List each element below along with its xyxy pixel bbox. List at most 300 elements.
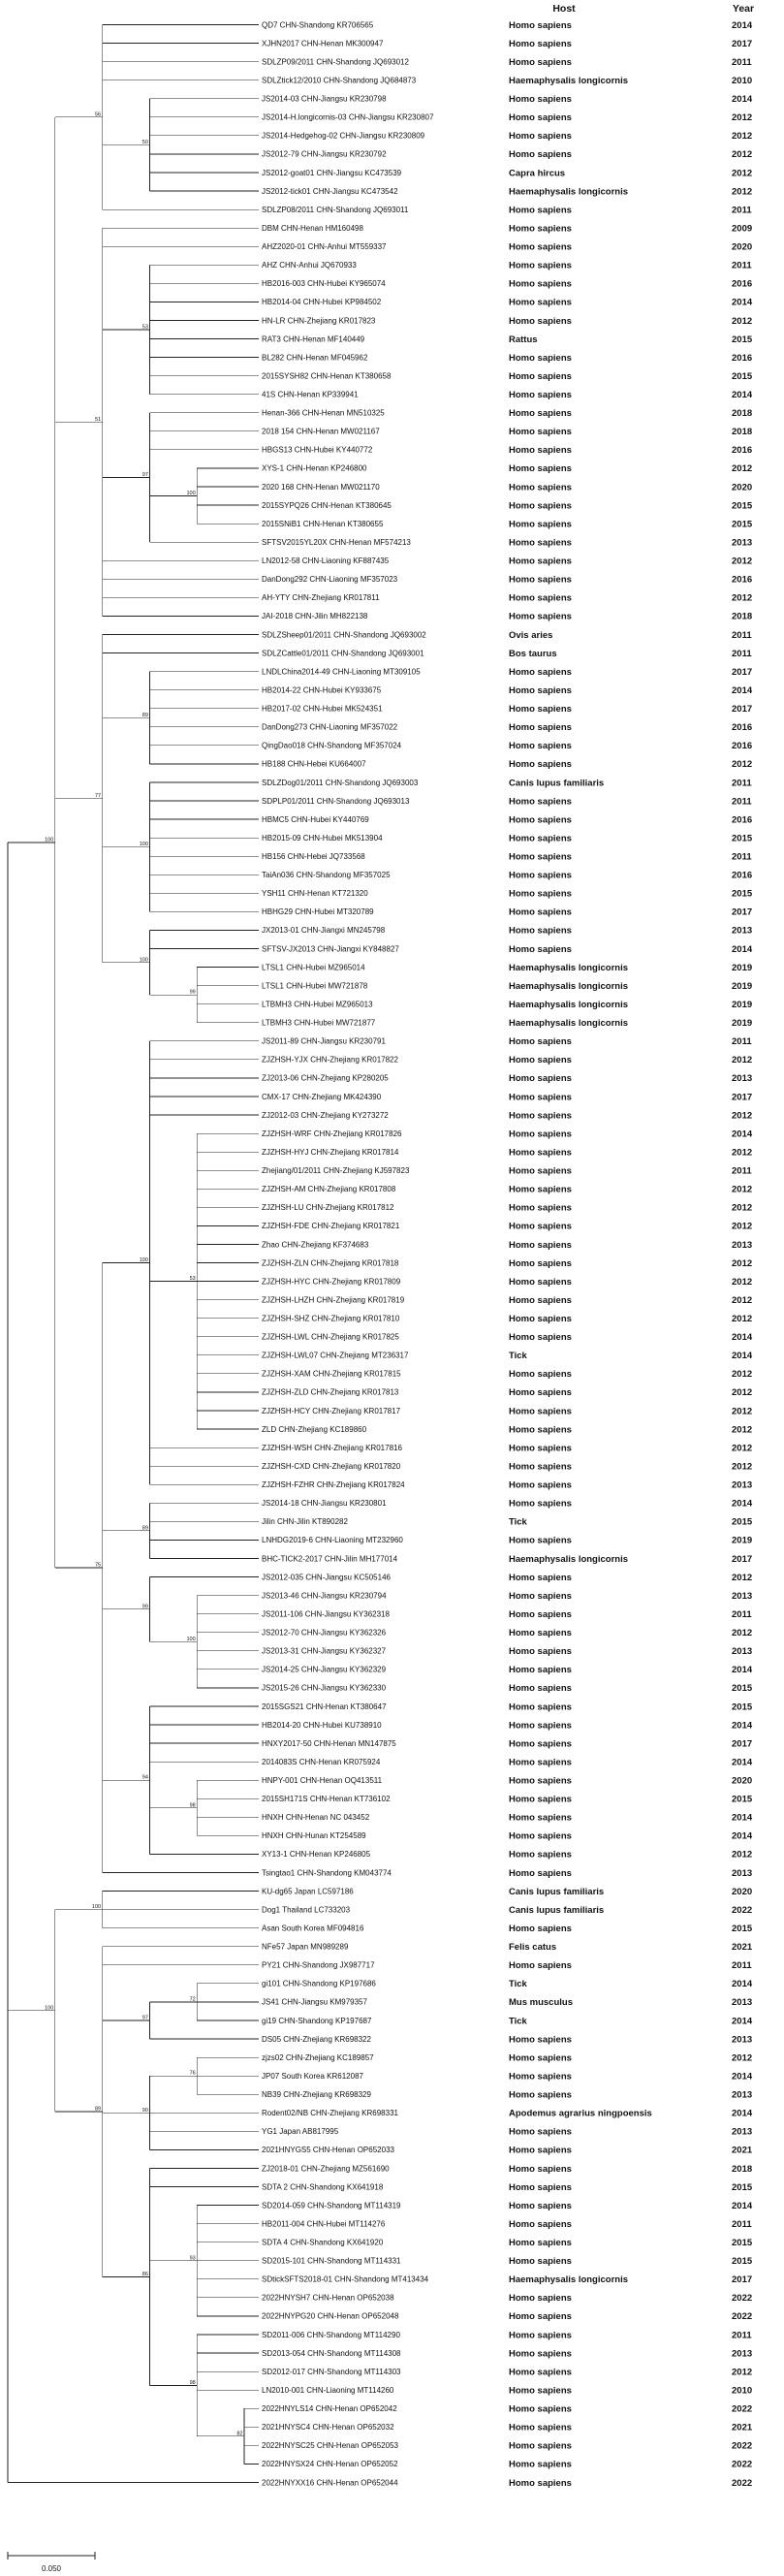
year-label: 2014	[732, 1812, 753, 1824]
host-label: Homo sapiens	[509, 2238, 572, 2248]
taxon-label: JS2011-106 CHN-Jiangsu KY362318	[262, 1609, 390, 1619]
host-label: Rattus	[509, 334, 538, 345]
year-label: 2013	[732, 1997, 753, 2009]
year-label: 2017	[732, 906, 753, 918]
taxon-label: XJHN2017 CHN-Henan MK300947	[262, 39, 384, 48]
year-label: 2012	[732, 1424, 753, 1436]
year-column-header: Year	[732, 3, 755, 15]
host-label: Homo sapiens	[509, 1092, 572, 1103]
host-label: Homo sapiens	[509, 205, 572, 216]
host-label: Homo sapiens	[509, 1590, 572, 1602]
host-label: Haemaphysalis longicornis	[509, 962, 629, 973]
year-label: 2015	[732, 2238, 753, 2248]
taxon-label: SFTSV-JX2013 CHN-Jiangxi KY848827	[262, 944, 399, 954]
year-label: 2017	[732, 1092, 753, 1103]
taxon-label: XYS-1 CHN-Henan KP246800	[262, 463, 367, 473]
host-label: Homo sapiens	[509, 94, 572, 106]
taxon-label: SDLZtick12/2010 CHN-Shandong JQ684873	[262, 76, 417, 85]
scale-bar-label: 0.050	[41, 2564, 62, 2573]
taxon-label: XY13-1 CHN-Henan KP246805	[262, 1850, 371, 1860]
taxon-label: HB2011-004 CHN-Hubei MT114276	[262, 2219, 386, 2229]
year-label: 2016	[732, 574, 753, 586]
year-label: 2019	[732, 962, 753, 973]
year-label: 2012	[732, 592, 753, 604]
year-label: 2018	[732, 2163, 753, 2175]
host-label: Homo sapiens	[509, 1387, 572, 1399]
host-label: Homo sapiens	[509, 427, 572, 438]
host-label: Homo sapiens	[509, 1608, 572, 1620]
host-label: Homo sapiens	[509, 2126, 572, 2138]
bootstrap-label: 76	[189, 2070, 196, 2077]
host-label: Homo sapiens	[509, 796, 572, 808]
taxon-label: DanDong292 CHN-Liaoning MF357023	[262, 575, 398, 585]
taxon-label: Jilin CHN-Jilin KT890282	[262, 1517, 348, 1527]
taxon-label: ZJZHSH-FZHR CHN-Zhejiang KR017824	[262, 1480, 405, 1490]
host-label: Homo sapiens	[509, 2459, 572, 2470]
year-label: 2011	[732, 648, 752, 659]
taxon-label: HBGS13 CHN-Hubei KY440772	[262, 445, 373, 455]
taxon-label: SD2014-059 CHN-Shandong MT114319	[262, 2201, 401, 2210]
taxon-label: LTBMH3 CHN-Hubei MZ965013	[262, 1000, 373, 1009]
taxon-label: LTBMH3 CHN-Hubei MW721877	[262, 1018, 376, 1028]
taxon-label: 2015SGS21 CHN-Henan KT380647	[262, 1701, 387, 1711]
taxon-label: DBM CHN-Henan HM160498	[262, 223, 363, 233]
taxon-label: SFTSV2015YL20X CHN-Henan MF574213	[262, 537, 411, 547]
year-label: 2017	[732, 2274, 753, 2286]
bootstrap-label: 94	[141, 1774, 148, 1781]
host-label: Homo sapiens	[509, 352, 572, 364]
host-label: Homo sapiens	[509, 2071, 572, 2083]
year-label: 2014	[732, 2200, 753, 2211]
taxon-label: ZJZHSH-WSH CHN-Zhejiang KR017816	[262, 1443, 402, 1452]
bootstrap-label: 75	[94, 1562, 102, 1569]
host-label: Homo sapiens	[509, 2385, 572, 2397]
host-label: Homo sapiens	[509, 1757, 572, 1768]
year-label: 2020	[732, 1886, 753, 1897]
year-label: 2019	[732, 1018, 753, 1030]
taxon-label: ZJZHSH-CXD CHN-Zhejiang KR017820	[262, 1461, 401, 1471]
taxon-label: ZJZHSH-ZLD CHN-Zhejiang KR017813	[262, 1387, 399, 1397]
year-label: 2012	[732, 131, 753, 143]
taxon-label: ZJZHSH-WRF CHN-Zhejiang KR017826	[262, 1129, 402, 1138]
year-label: 2016	[732, 445, 753, 457]
year-label: 2012	[732, 168, 753, 179]
year-label: 2011	[732, 2330, 752, 2341]
taxon-label: LN2010-001 CHN-Liaoning MT114260	[262, 2385, 394, 2395]
year-label: 2011	[732, 260, 752, 271]
bootstrap-values	[45, 111, 242, 2436]
taxon-label: SD2015-101 CHN-Shandong MT114331	[262, 2256, 401, 2266]
taxon-label: gi19 CHN-Shandong KP197687	[262, 2016, 372, 2025]
bootstrap-label: 77	[94, 793, 102, 800]
year-label: 2012	[732, 1314, 753, 1324]
year-label: 2014	[732, 1498, 753, 1510]
taxon-label: DS05 CHN-Zhejiang KR698322	[262, 2034, 371, 2044]
year-label: 2012	[732, 463, 753, 475]
year-label: 2014	[732, 1720, 753, 1732]
year-label: 2017	[732, 704, 753, 716]
host-label: Tick	[509, 2016, 527, 2027]
taxon-label: HB2017-02 CHN-Hubei MK524351	[262, 704, 383, 714]
year-label: 2011	[732, 796, 752, 808]
host-label: Homo sapiens	[509, 56, 572, 68]
host-label: Homo sapiens	[509, 1443, 572, 1454]
taxon-label: 2020 168 CHN-Henan MW021170	[262, 482, 380, 492]
year-label: 2014	[732, 2016, 753, 2027]
year-label: 2016	[732, 278, 753, 290]
year-label: 2017	[732, 666, 753, 678]
taxon-label: 41S CHN-Henan KP339941	[262, 390, 359, 399]
year-label: 2012	[732, 112, 753, 124]
taxon-label: 2022HNYSH7 CHN-Henan OP652038	[262, 2293, 394, 2303]
year-label: 2022	[732, 2440, 753, 2452]
host-label: Homo sapiens	[509, 519, 572, 530]
year-label: 2012	[732, 1849, 753, 1860]
host-label: Tick	[509, 1979, 527, 1990]
host-label: Apodemus agrarius ningpoensis	[509, 2108, 652, 2119]
host-label: Homo sapiens	[509, 2089, 572, 2101]
host-labels	[509, 20, 652, 2489]
host-label: Homo sapiens	[509, 2311, 572, 2323]
year-label: 2012	[732, 1202, 753, 1214]
host-label: Homo sapiens	[509, 149, 572, 161]
year-label: 2013	[732, 2126, 753, 2138]
taxon-label: Tsingtao1 CHN-Shandong KM043774	[262, 1868, 392, 1878]
host-label: Homo sapiens	[509, 870, 572, 881]
taxon-label: 2021HNYSC4 CHN-Henan OP652032	[262, 2423, 394, 2433]
year-label: 2014	[732, 684, 753, 696]
bootstrap-label: 53	[189, 1276, 196, 1283]
host-label: Homo sapiens	[509, 1239, 572, 1251]
year-label: 2012	[732, 1369, 753, 1381]
taxon-label: ZJZHSH-XAM CHN-Zhejiang KR017815	[262, 1369, 401, 1379]
host-label: Homo sapiens	[509, 1461, 572, 1473]
host-label: Homo sapiens	[509, 297, 572, 308]
year-label: 2015	[732, 334, 753, 345]
bootstrap-label: 97	[141, 471, 148, 478]
taxon-label: SDLZDog01/2011 CHN-Shandong JQ693003	[262, 778, 419, 787]
host-label: Homo sapiens	[509, 1720, 572, 1732]
bootstrap-label: 89	[94, 2106, 102, 2113]
taxon-label: JS2012-tick01 CHN-Jiangsu KC473542	[262, 186, 398, 196]
year-label: 2019	[732, 980, 753, 992]
host-label: Homo sapiens	[509, 1110, 572, 1122]
taxon-label: HBMC5 CHN-Hubei KY440769	[262, 814, 369, 824]
taxon-label: LN2012-58 CHN-Liaoning KF887435	[262, 557, 390, 566]
bootstrap-label: 99	[189, 989, 196, 996]
host-label: Homo sapiens	[509, 223, 572, 235]
year-label: 2022	[732, 1904, 753, 1916]
taxon-label: JS2012-goat01 CHN-Jiangsu KC473539	[262, 168, 402, 177]
host-label: Homo sapiens	[509, 1314, 572, 1324]
year-label: 2009	[732, 223, 753, 235]
year-label: 2013	[732, 925, 753, 937]
taxon-label: 2022HNYLS14 CHN-Henan OP652042	[262, 2404, 397, 2414]
year-label: 2012	[732, 759, 753, 771]
taxon-label: 2014083S CHN-Henan KR075924	[262, 1757, 381, 1766]
year-label: 2011	[732, 56, 752, 68]
year-label: 2012	[732, 1055, 753, 1066]
taxon-label: Asan South Korea MF094816	[262, 1924, 364, 1933]
bootstrap-label: 98	[189, 1802, 196, 1809]
taxon-label: HB2014-20 CHN-Hubei KU738910	[262, 1720, 382, 1730]
year-label: 2015	[732, 1683, 753, 1695]
taxon-label: LNHDG2019-6 CHN-Liaoning MT232960	[262, 1536, 403, 1545]
year-label: 2015	[732, 888, 753, 900]
year-label: 2011	[732, 851, 752, 863]
bootstrap-label: 82	[236, 2431, 243, 2437]
host-label: Homo sapiens	[509, 2422, 572, 2433]
host-label: Homo sapiens	[509, 574, 572, 586]
taxon-label: SDLZP08/2011 CHN-Shandong JQ693011	[262, 205, 409, 214]
host-label: Homo sapiens	[509, 2348, 572, 2360]
host-label: Bos taurus	[509, 648, 557, 659]
host-label: Homo sapiens	[509, 112, 572, 124]
taxon-label: QingDao018 CHN-Shandong MF357024	[262, 741, 402, 750]
taxon-label: NFe57 Japan MN989289	[262, 1942, 349, 1952]
bootstrap-label: 99	[141, 1604, 148, 1610]
taxon-label: JS2012-70 CHN-Jiangsu KY362326	[262, 1628, 387, 1638]
host-label: Homo sapiens	[509, 592, 572, 604]
year-label: 2012	[732, 1184, 753, 1195]
year-label: 2014	[732, 1979, 753, 1990]
host-label: Mus musculus	[509, 1997, 573, 2009]
year-label: 2011	[732, 1165, 752, 1177]
taxon-label: 2015SNiB1 CHN-Henan KT380655	[262, 519, 384, 528]
bootstrap-label: 86	[141, 2271, 148, 2277]
taxon-label: ZJ2012-03 CHN-Zhejiang KY273272	[262, 1110, 389, 1120]
host-label: Homo sapiens	[509, 1535, 572, 1546]
taxon-label: JS2012-035 CHN-Jiangsu KC505146	[262, 1573, 391, 1582]
year-label: 2010	[732, 75, 753, 86]
taxon-label: JS2014-25 CHN-Jiangsu KY362329	[262, 1665, 387, 1674]
year-label: 2012	[732, 1406, 753, 1417]
year-label: 2014	[732, 943, 753, 955]
host-label: Homo sapiens	[509, 741, 572, 752]
host-label: Homo sapiens	[509, 1294, 572, 1306]
taxon-label: SDLZCattle01/2011 CHN-Shandong JQ693001	[262, 649, 424, 658]
year-label: 2015	[732, 2181, 753, 2193]
year-label: 2012	[732, 1257, 753, 1269]
taxon-label: Rodent02/NB CHN-Zhejiang KR698331	[262, 2109, 398, 2118]
host-label: Homo sapiens	[509, 2052, 572, 2064]
host-label: Homo sapiens	[509, 1498, 572, 1510]
host-label: Homo sapiens	[509, 2218, 572, 2230]
host-label: Homo sapiens	[509, 2330, 572, 2341]
bootstrap-label: 100	[139, 1257, 148, 1264]
host-label: Homo sapiens	[509, 1332, 572, 1344]
taxon-label: BHC-TICK2-2017 CHN-Jilin MH177014	[262, 1554, 398, 1564]
year-label: 2016	[732, 352, 753, 364]
host-label: Homo sapiens	[509, 445, 572, 457]
year-label: 2012	[732, 1443, 753, 1454]
taxon-label: JS2014-03 CHN-Jiangsu KR230798	[262, 94, 387, 104]
year-label: 2014	[732, 1665, 753, 1676]
bootstrap-label: 90	[141, 2107, 148, 2114]
year-label: 2015	[732, 370, 753, 382]
taxon-label: HB2016-003 CHN-Hubei KY965074	[262, 279, 386, 289]
taxon-label: Henan-366 CHN-Henan MN510325	[262, 408, 385, 418]
bootstrap-label: 100	[186, 1636, 196, 1642]
taxon-label: SDPLP01/2011 CHN-Shandong JQ693013	[262, 796, 410, 806]
taxon-label: KU-dg65 Japan LC597186	[262, 1887, 354, 1896]
host-label: Homo sapiens	[509, 241, 572, 253]
bootstrap-label: 89	[141, 1525, 148, 1532]
bootstrap-label: 100	[139, 842, 148, 848]
host-label: Homo sapiens	[509, 2477, 572, 2489]
bootstrap-label: 50	[141, 139, 148, 145]
host-label: Homo sapiens	[509, 851, 572, 863]
host-label: Homo sapiens	[509, 38, 572, 49]
bootstrap-label: 100	[45, 2005, 54, 2012]
year-label: 2011	[732, 1036, 752, 1048]
year-label: 2013	[732, 1867, 753, 1879]
host-label: Homo sapiens	[509, 2163, 572, 2175]
taxon-label: 2021HNYGS5 CHN-Henan OP652033	[262, 2146, 394, 2155]
host-label: Homo sapiens	[509, 1479, 572, 1491]
host-label: Homo sapiens	[509, 704, 572, 716]
taxon-label: HNXH CHN-Hunan KT254589	[262, 1831, 366, 1841]
host-label: Homo sapiens	[509, 1628, 572, 1639]
host-label: Homo sapiens	[509, 1572, 572, 1583]
host-label: Homo sapiens	[509, 1129, 572, 1140]
host-label: Homo sapiens	[509, 814, 572, 826]
taxon-label: SDTA 4 CHN-Shandong KX641920	[262, 2238, 384, 2247]
taxon-label: AHZ2020-01 CHN-Anhui MT559337	[262, 242, 387, 252]
year-label: 2016	[732, 870, 753, 881]
year-label: 2022	[732, 2459, 753, 2470]
host-label: Homo sapiens	[509, 888, 572, 900]
taxon-label: 2015SYPQ26 CHN-Henan KT380645	[262, 500, 392, 510]
year-label: 2014	[732, 19, 753, 31]
host-label: Haemaphysalis longicornis	[509, 186, 629, 198]
year-label: 2011	[732, 1960, 752, 1972]
host-label: Haemaphysalis longicornis	[509, 980, 629, 992]
host-label: Homo sapiens	[509, 906, 572, 918]
host-label: Homo sapiens	[509, 390, 572, 400]
taxon-label: ZJZHSH-YJX CHN-Zhejiang KR017822	[262, 1055, 398, 1065]
year-label: 2017	[732, 1738, 753, 1750]
taxon-label: ZJZHSH-LWL07 CHN-Zhejiang MT236317	[262, 1351, 409, 1360]
host-label: Homo sapiens	[509, 556, 572, 567]
host-label: Homo sapiens	[509, 1424, 572, 1436]
taxon-label: CMX-17 CHN-Zhejiang MK424390	[262, 1092, 382, 1101]
taxon-label: JAI-2018 CHN-Jilin MH822138	[262, 612, 368, 621]
taxon-label: HB2014-22 CHN-Hubei KY933675	[262, 685, 382, 695]
host-label: Homo sapiens	[509, 1276, 572, 1288]
year-label: 2013	[732, 1590, 753, 1602]
taxon-label: JS2013-46 CHN-Jiangsu KR230794	[262, 1591, 387, 1601]
tree-branches	[8, 25, 259, 2483]
year-label: 2017	[732, 1553, 753, 1565]
host-label: Homo sapiens	[509, 482, 572, 493]
year-label: 2014	[732, 1757, 753, 1768]
year-label: 2016	[732, 722, 753, 734]
year-label: 2012	[732, 1572, 753, 1583]
host-label: Felis catus	[509, 1942, 557, 1954]
host-label: Tick	[509, 1516, 527, 1528]
host-label: Homo sapiens	[509, 1221, 572, 1232]
host-label: Homo sapiens	[509, 1683, 572, 1695]
taxon-label: HNPY-001 CHN-Henan OQ413511	[262, 1776, 383, 1785]
year-label: 2022	[732, 2477, 753, 2489]
host-label: Homo sapiens	[509, 1830, 572, 1842]
year-label: 2015	[732, 2256, 753, 2268]
host-label: Homo sapiens	[509, 833, 572, 844]
taxon-label: HB156 CHN-Hebei JQ733568	[262, 852, 365, 861]
bootstrap-label: 89	[141, 712, 148, 718]
host-label: Homo sapiens	[509, 722, 572, 734]
host-label: Haemaphysalis longicornis	[509, 75, 629, 86]
taxon-label: SD2011-006 CHN-Shandong MT114290	[262, 2330, 400, 2339]
year-label: 2014	[732, 2071, 753, 2083]
year-label: 2015	[732, 500, 753, 512]
host-label: Homo sapiens	[509, 1073, 572, 1085]
year-label: 2013	[732, 1073, 753, 1085]
year-label: 2018	[732, 408, 753, 420]
year-label: 2012	[732, 1461, 753, 1473]
taxon-label: HB188 CHN-Hebei KU664007	[262, 759, 366, 769]
taxon-label: Zhejiang/01/2011 CHN-Zhejiang KJ597823	[262, 1166, 410, 1176]
year-label: 2012	[732, 2052, 753, 2064]
taxon-label: HNXH CHN-Henan NC 043452	[262, 1813, 370, 1823]
year-label: 2013	[732, 1239, 753, 1251]
taxon-label: ZJZHSH-HCY CHN-Zhejiang KR017817	[262, 1406, 401, 1415]
year-label: 2022	[732, 2293, 753, 2305]
taxon-label: RAT3 CHN-Henan MF140449	[262, 334, 365, 344]
taxon-label: BL282 CHN-Henan MF045962	[262, 353, 368, 363]
host-label: Homo sapiens	[509, 925, 572, 937]
host-label: Homo sapiens	[509, 500, 572, 512]
year-label: 2014	[732, 1129, 753, 1140]
host-label: Haemaphysalis longicornis	[509, 1553, 629, 1565]
taxon-label: SDtickSFTS2018-01 CHN-Shandong MT413434	[262, 2274, 429, 2284]
taxon-label: ZJZHSH-LHZH CHN-Zhejiang KR017819	[262, 1295, 405, 1305]
host-label: Homo sapiens	[509, 2367, 572, 2378]
taxon-label: ZJZHSH-HYJ CHN-Zhejiang KR017814	[262, 1147, 399, 1157]
taxon-label: YSH11 CHN-Henan KT721320	[262, 889, 368, 899]
year-label: 2012	[732, 1628, 753, 1639]
host-label: Homo sapiens	[509, 1923, 572, 1934]
host-label: Tick	[509, 1351, 527, 1362]
host-label: Homo sapiens	[509, 315, 572, 327]
taxon-label: SD2013-054 CHN-Shandong MT114308	[262, 2348, 401, 2358]
year-label: 2014	[732, 1830, 753, 1842]
taxon-label: gi101 CHN-Shandong KP197686	[262, 1979, 376, 1988]
taxon-label: LNDLChina2014-49 CHN-Liaoning MT309105	[262, 667, 421, 677]
taxon-label: HBHG29 CHN-Hubei MT320789	[262, 907, 374, 917]
taxon-label: HN-LR CHN-Zhejiang KR017823	[262, 316, 376, 326]
year-label: 2012	[732, 149, 753, 161]
taxon-label: JS2014-Hedgehog-02 CHN-Jiangsu KR230809	[262, 131, 425, 141]
taxon-label: NB39 CHN-Zhejiang KR698329	[262, 2090, 371, 2100]
year-label: 2015	[732, 833, 753, 844]
taxon-label: ZJZHSH-LWL CHN-Zhejiang KR017825	[262, 1332, 399, 1342]
host-label: Canis lupus familiaris	[509, 778, 605, 789]
host-label: Homo sapiens	[509, 1775, 572, 1787]
host-label: Homo sapiens	[509, 1867, 572, 1879]
host-column-header: Host	[552, 3, 576, 15]
year-label: 2022	[732, 2311, 753, 2323]
year-label: 2014	[732, 297, 753, 308]
host-label: Homo sapiens	[509, 1646, 572, 1658]
host-label: Homo sapiens	[509, 19, 572, 31]
year-label: 2013	[732, 1646, 753, 1658]
year-label: 2018	[732, 611, 753, 622]
taxon-label: ZJZHSH-SHZ CHN-Zhejiang KR017810	[262, 1314, 400, 1323]
year-label: 2012	[732, 2367, 753, 2378]
year-label: 2015	[732, 1923, 753, 1934]
